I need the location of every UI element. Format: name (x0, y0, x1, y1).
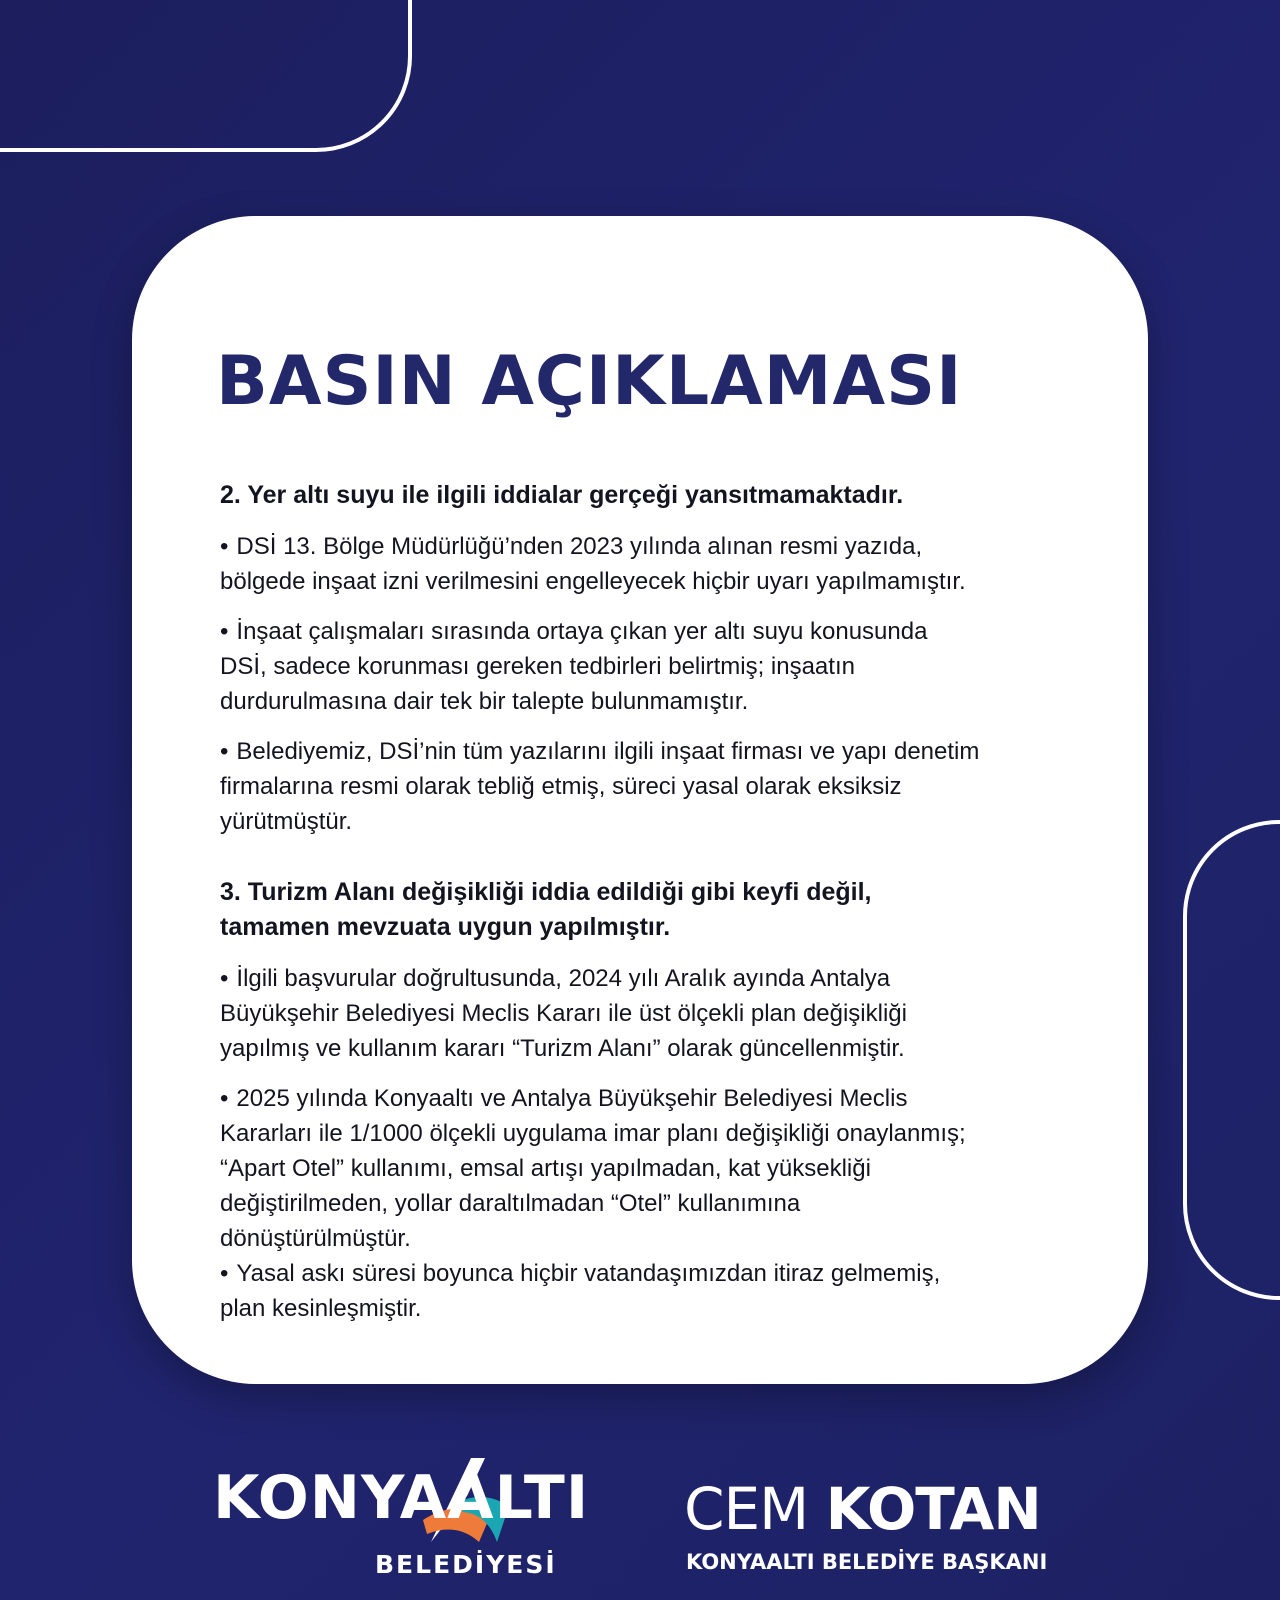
bullet-paragraph (220, 1256, 1100, 1326)
bullet-line: • Belediyemiz, DSİ’nin tüm yazılarını ilgili inşaat firması ve yapı denetim (220, 738, 980, 765)
bullet-line: • Yasal askı süresi boyunca hiçbir vatandaşımızdan itiraz gelmemiş, (220, 1260, 941, 1287)
bullet-line: • İnşaat çalışmaları sırasında ortaya çıkan yer altı suyu konusunda (220, 618, 928, 645)
section-heading-line: 3. Turizm Alanı değişikliği iddia edildiği gibi keyfi değil, (220, 878, 872, 906)
bullet-icon: • (220, 738, 229, 765)
bullet-line: durdurulmasına dair tek bir talepte bulunmamıştır. (220, 688, 749, 715)
belediyesi-wordmark: BELEDİYESİ (375, 1550, 557, 1579)
bullet-line: • 2025 yılında Konyaaltı ve Antalya Büyükşehir Belediyesi Meclis (220, 1085, 908, 1112)
section-heading-line: 2. Yer altı suyu ile ilgili iddialar gerçeği yansıtmamaktadır. (220, 481, 904, 509)
konyaalti-belediyesi-logo (213, 1456, 623, 1586)
bullet-line: yapılmış ve kullanım kararı “Turizm Alanı” olarak güncellenmiştir. (220, 1035, 905, 1062)
bullet-line: “Apart Otel” kullanımı, emsal artışı yapılmadan, kat yüksekliği (220, 1155, 871, 1182)
bullet-paragraph (220, 961, 1100, 1066)
mayor-signature-logo (684, 1475, 1078, 1580)
bullet-line: • İlgili başvurular doğrultusunda, 2024 yılı Aralık ayında Antalya (220, 965, 891, 992)
page-title: BASIN AÇIKLAMASI (216, 342, 963, 421)
press-release-body (220, 478, 1100, 1341)
section-heading-line: tamamen mevzuata uygun yapılmıştır. (220, 913, 671, 941)
bullet-paragraph (220, 1081, 1100, 1256)
bullet-line: plan kesinleşmiştir. (220, 1295, 422, 1322)
konyaalti-wordmark: KONYAALTI (213, 1463, 590, 1533)
bullet-line: yürütmüştür. (220, 808, 353, 835)
bullet-line: Büyükşehir Belediyesi Meclis Kararı ile üst ölçekli plan değişikliği (220, 1000, 907, 1027)
bullet-line: değiştirilmeden, yollar daraltılmadan “Otel” kullanımına (220, 1190, 801, 1217)
bullet-line: firmalarına resmi olarak tebliğ etmiş, süreci yasal olarak eksiksiz (220, 773, 902, 800)
bullet-line: dönüştürülmüştür. (220, 1225, 411, 1252)
press-release-card (132, 216, 1148, 1384)
decorative-frame-top (0, 0, 412, 152)
bullet-paragraph (220, 529, 1100, 599)
bullet-paragraph (220, 734, 1100, 839)
bullet-line: Kararları ile 1/1000 ölçekli uygulama imar planı değişikliği onaylanmış; (220, 1120, 966, 1147)
mayor-first-name: CEM (684, 1475, 809, 1543)
bullet-icon: • (220, 1085, 229, 1112)
mayor-last-name: KOTAN (825, 1475, 1041, 1543)
decorative-frame-right (1183, 820, 1280, 1300)
bullet-line: • DSİ 13. Bölge Müdürlüğü’nden 2023 yılında alınan resmi yazıda, (220, 533, 923, 560)
bullet-icon: • (220, 965, 229, 992)
section-heading (220, 478, 1100, 513)
mayor-title: KONYAALTI BELEDİYE BAŞKANI (686, 1550, 1048, 1574)
section-heading (220, 875, 1100, 945)
mayor-name (684, 1475, 1041, 1543)
bullet-icon: • (220, 618, 229, 645)
bullet-line: bölgede inşaat izni verilmesini engelleyecek hiçbir uyarı yapılmamıştır. (220, 568, 966, 595)
bullet-icon: • (220, 533, 229, 560)
bullet-line: DSİ, sadece korunması gereken tedbirleri belirtmiş; inşaatın (220, 653, 855, 680)
bullet-icon: • (220, 1260, 229, 1287)
bullet-paragraph (220, 614, 1100, 719)
